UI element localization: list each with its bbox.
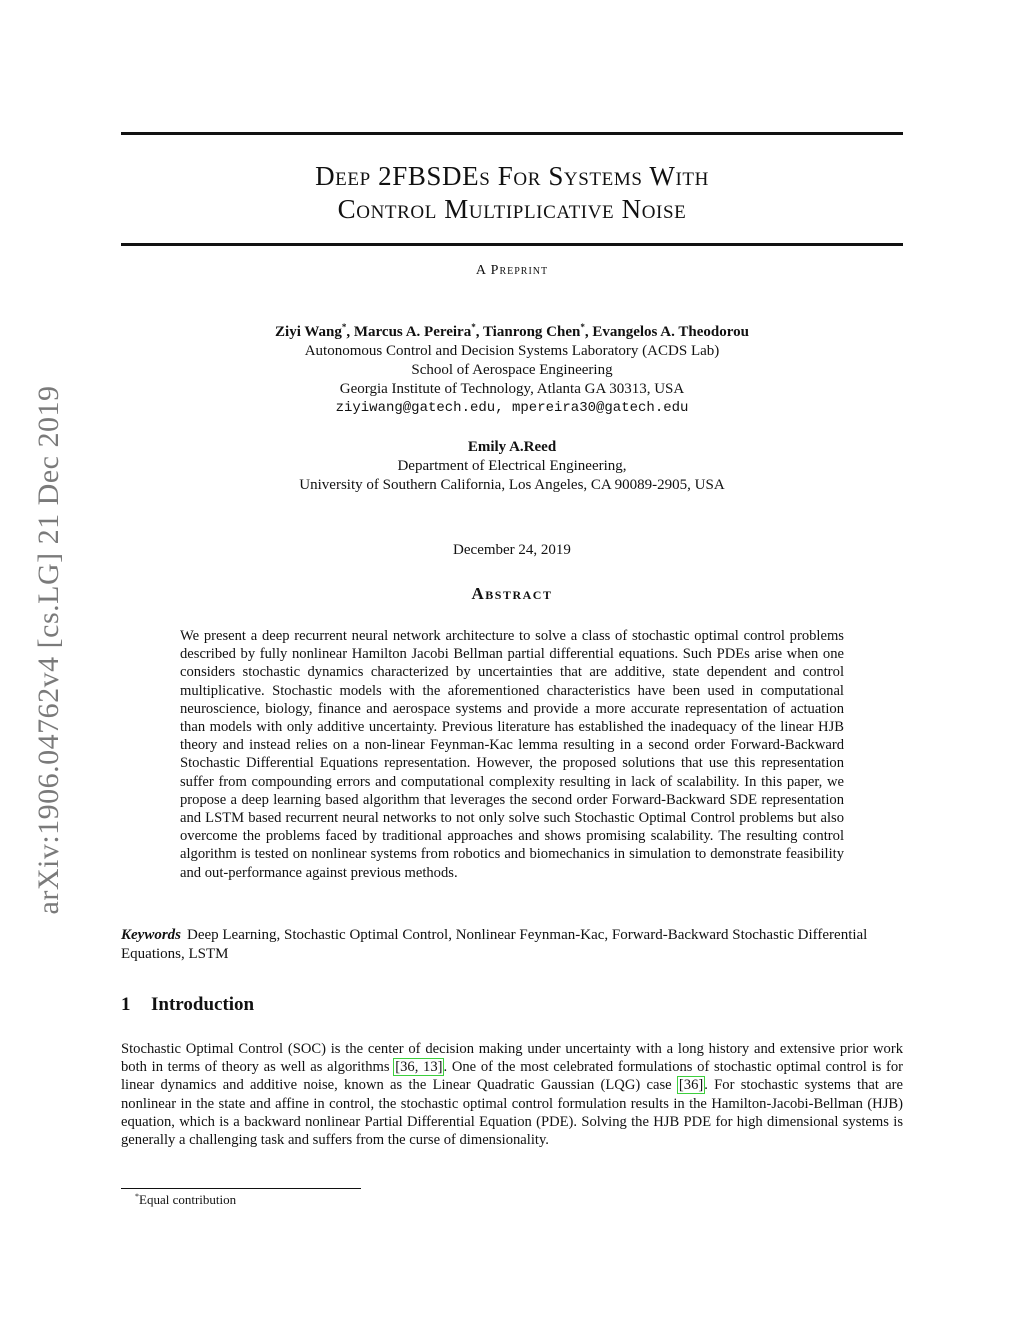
intro-text: Stochastic Optimal Control (SOC) is the center of decision making under uncertainty with a long history and extensive prior work both in terms of theory as well as algorithms bbox=[121, 1041, 903, 1076]
footnote-text: Equal contribution bbox=[139, 1192, 237, 1207]
citation-link[interactable]: [36, 13] bbox=[395, 1059, 443, 1076]
preprint-label: A Preprint bbox=[475, 263, 549, 278]
paper-date: December 24, 2019 bbox=[453, 542, 571, 558]
author-emails[interactable]: ziyiwang@gatech.edu, mpereira30@gatech.edu bbox=[335, 400, 689, 416]
author-names: Ziyi Wang*, Marcus A. Pereira*, Tianrong Chen*, Evangelos A. Theodorou bbox=[275, 322, 749, 340]
footnote-rule bbox=[121, 1188, 361, 1189]
affiliation-line: University of Southern California, Los Angeles, CA 90089-2905, USA bbox=[299, 477, 725, 493]
keywords-label: Keywords bbox=[121, 927, 181, 943]
paper-title bbox=[121, 160, 903, 226]
affiliation-line: School of Aerospace Engineering bbox=[411, 362, 613, 378]
author-name: Evangelos A. Theodorou bbox=[592, 324, 749, 340]
section-title: Introduction bbox=[151, 994, 255, 1015]
affiliation-line: Department of Electrical Engineering, bbox=[397, 458, 627, 474]
abstract-text: We present a deep recurrent neural network architecture to solve a class of stochastic optimal control problems described by fully nonlinear Hamilton Jacobi Bellman partial differential equations. Such PDEs arise when one considers stochastic dynamics characterized by uncertainties that are additive, state dependent and control multiplicative. Stochastic models with the aforementioned characteristics have been used in computational neuroscience, biology, finance and aerospace systems and provide a more accurate representation of actuation than models with only additive uncertainty. Previous literature has established the inadequacy of the linear HJB theory and instead relies on a non-linear Feynman-Kac lemma resulting in a second order Forward-Backward Stochastic Differential Equations representation. However, the proposed solutions that use this representation suffer from compounding errors and computational complexity resulting in lack of scalability. In this paper, we propose a deep learning based algorithm that leverages the second order Forward-Backward SDE representation and LSTM based recurrent neural networks to not only solve such Stochastic Optimal Control problems but also overcome the problems faced by traditional approaches and shows promising scalability. The resulting control algorithm is tested on nonlinear systems from robotics and biomechanics in simulation to demonstrate feasibility and out-performance against previous methods. bbox=[180, 628, 844, 881]
author-block-2 bbox=[121, 438, 903, 495]
intro-text: . For stochastic systems that are nonlinear in the state and affine in control, the stochastic optimal control formulation results in the Hamilton-Jacobi-Bellman (HJB) equation, which is a backward nonlinear Partial Differential Equation (PDE). Solving the HJB PDE for high dimensional systems is generally a challenging task and suffers from the curse of dimensionality. bbox=[121, 1077, 903, 1149]
arxiv-sidebar bbox=[34, 350, 64, 950]
title-top-rule bbox=[121, 132, 903, 135]
title-line-2: Control Multiplicative Noise bbox=[337, 194, 687, 224]
equal-contribution-marker: * bbox=[580, 322, 585, 332]
author-name: Ziyi Wang bbox=[275, 324, 342, 340]
abstract-heading: Abstract bbox=[471, 584, 553, 603]
introduction-paragraph bbox=[121, 1040, 903, 1149]
keywords-text: Deep Learning, Stochastic Optimal Control, Nonlinear Feynman-Kac, Forward-Backward Stochastic Differential Equations, LSTM bbox=[121, 927, 868, 962]
footnote-marker: * bbox=[135, 1192, 139, 1201]
author-name: Tianrong Chen bbox=[482, 324, 581, 340]
keywords bbox=[121, 926, 903, 963]
intro-text: . One of the most celebrated formulations of stochastic optimal control is for linear dynamics and additive noise, known as the Linear Quadratic Gaussian (LQG) case bbox=[121, 1059, 903, 1094]
arxiv-identifier: arXiv:1906.04762v4 [cs.LG] 21 Dec 2019 bbox=[32, 385, 65, 915]
citation-link[interactable]: [36] bbox=[678, 1077, 704, 1094]
title-line-1: Deep 2FBSDEs For Systems With bbox=[315, 161, 709, 191]
author-name: Emily A.Reed bbox=[467, 439, 557, 455]
affiliation-line: Autonomous Control and Decision Systems Laboratory (ACDS Lab) bbox=[304, 343, 720, 359]
equal-contribution-marker: * bbox=[471, 322, 476, 332]
author-block-1 bbox=[121, 318, 903, 418]
footnote bbox=[135, 1192, 236, 1208]
title-bottom-rule bbox=[121, 243, 903, 246]
section-heading-introduction bbox=[121, 994, 903, 1016]
section-number: 1 bbox=[121, 994, 131, 1015]
equal-contribution-marker: * bbox=[341, 322, 347, 332]
affiliation-line: Georgia Institute of Technology, Atlanta GA 30313, USA bbox=[339, 381, 685, 397]
author-name: Marcus A. Pereira bbox=[353, 324, 472, 340]
